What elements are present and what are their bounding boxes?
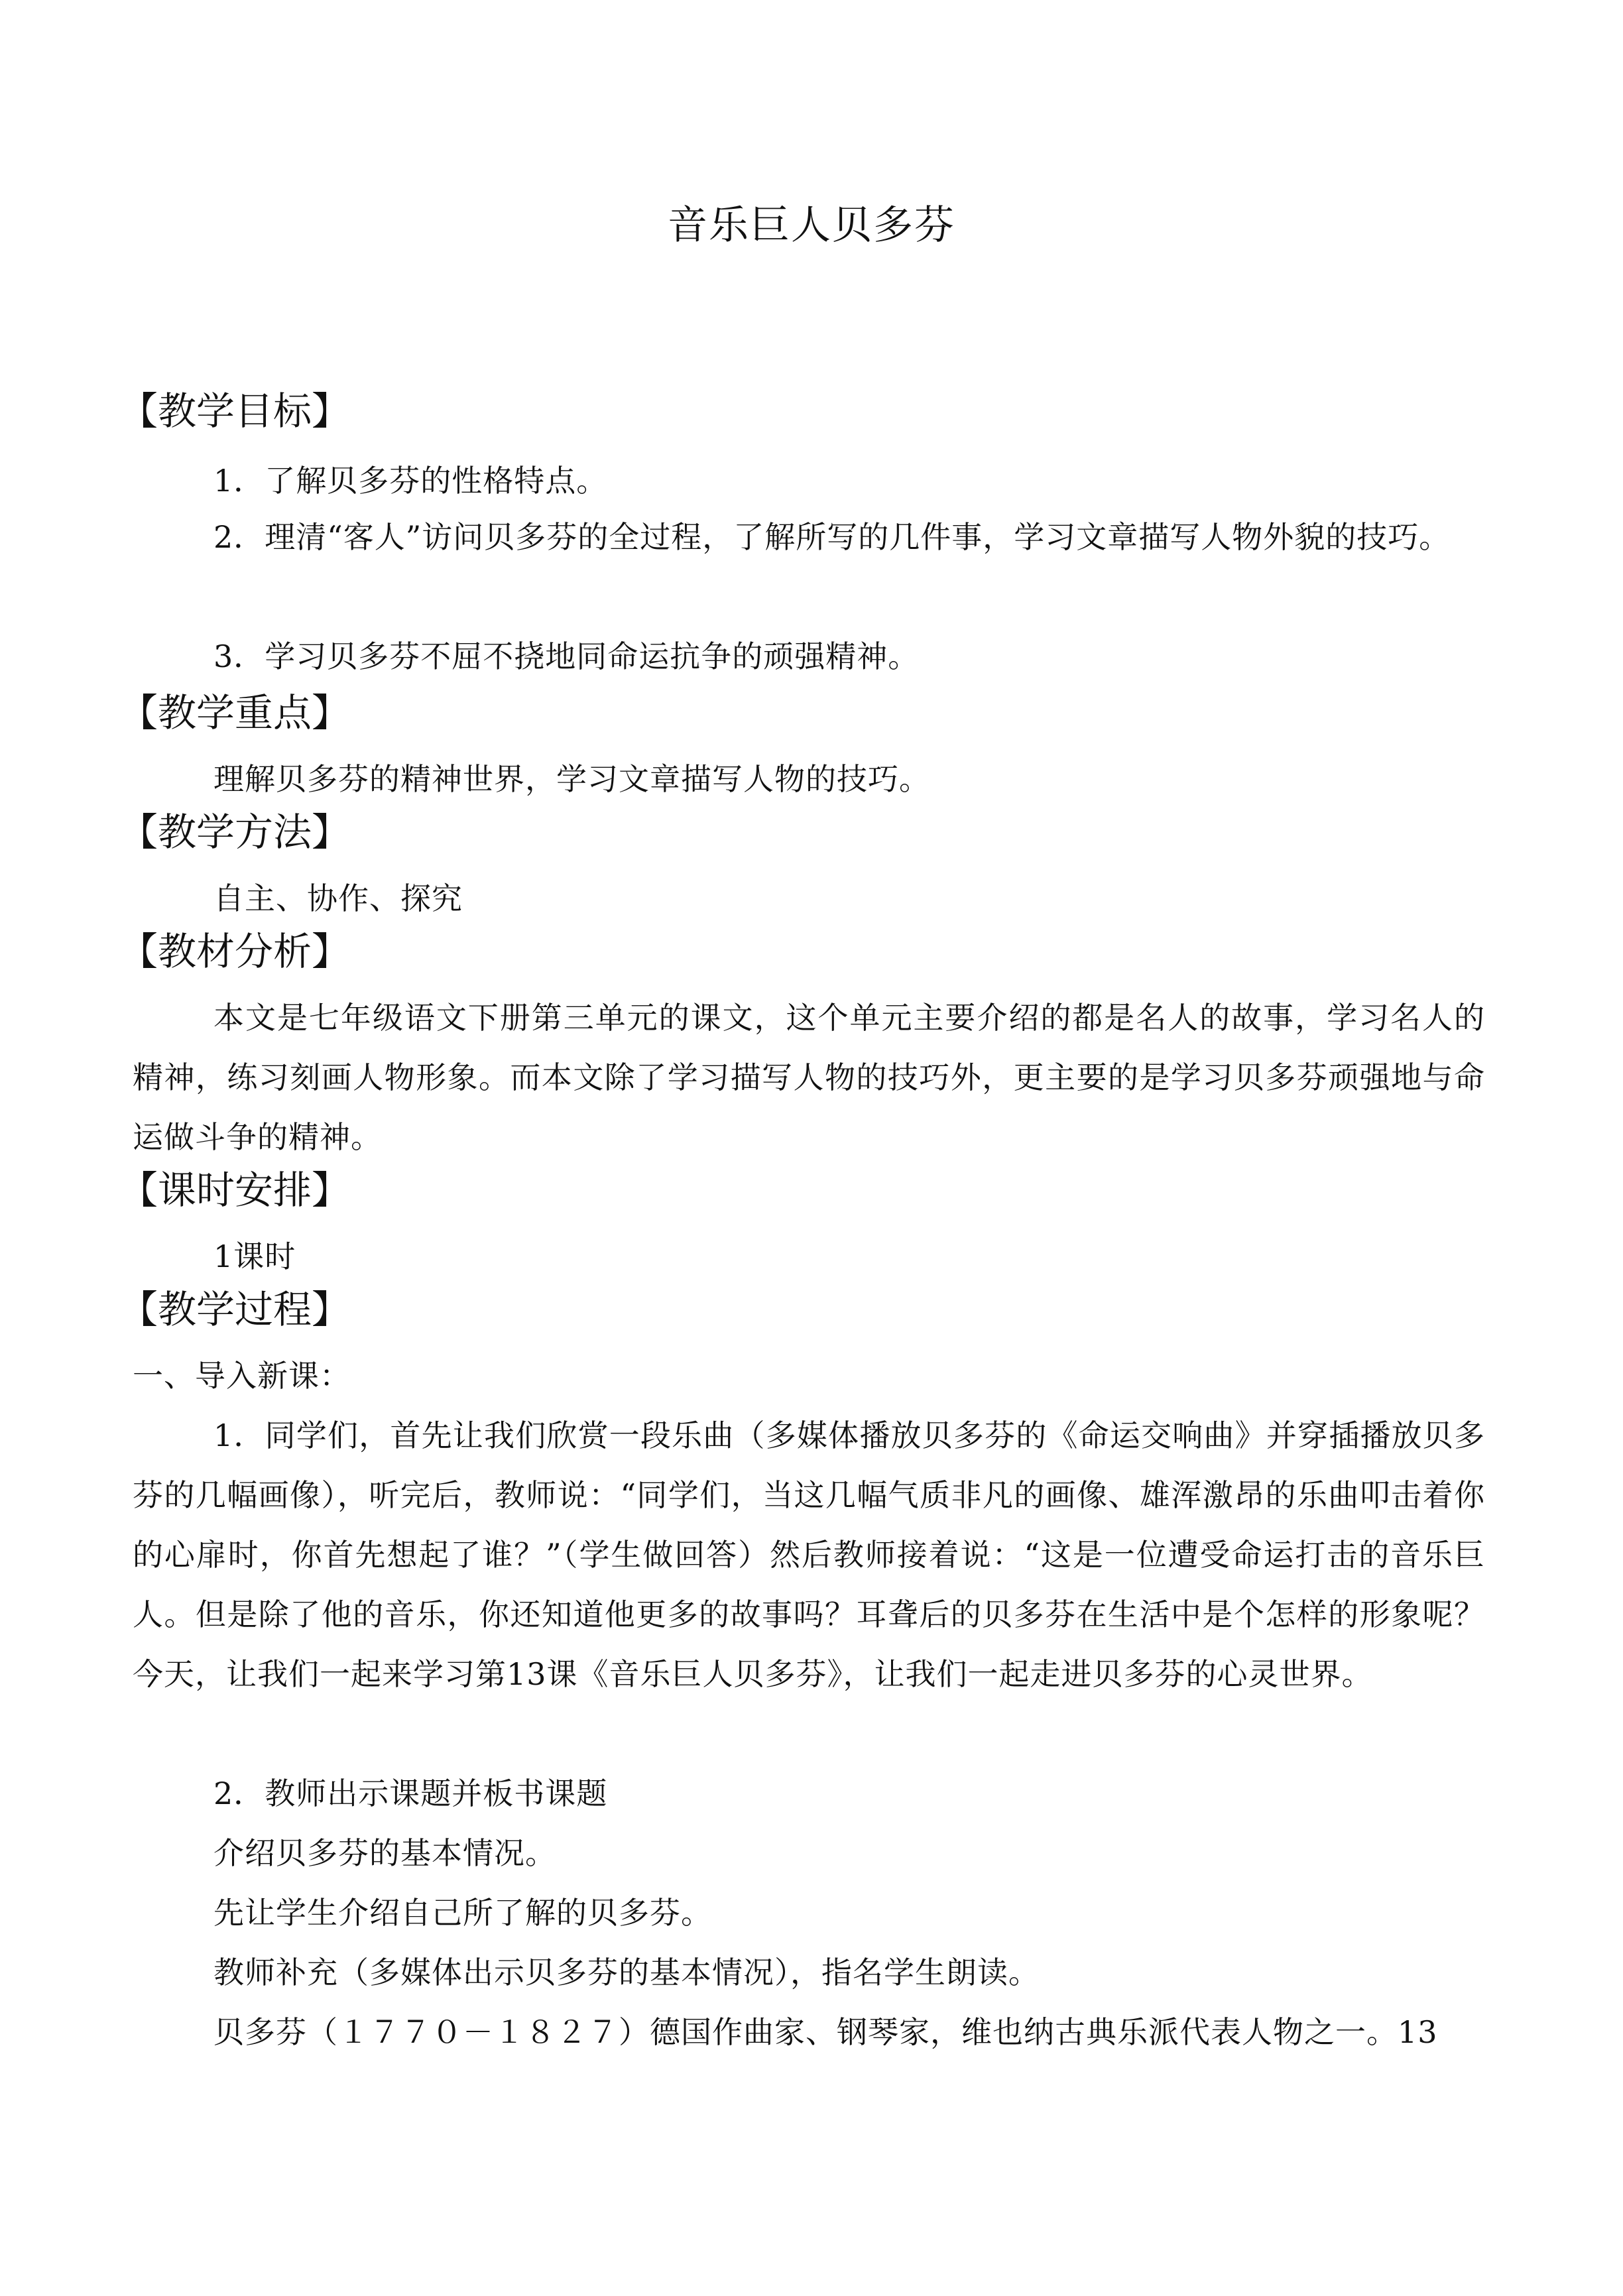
heading-teaching-goals: 【教学目标】 <box>119 389 351 434</box>
page-title: 音乐巨人贝多芬 <box>668 202 955 249</box>
process-subheading: 一、导入新课： <box>133 1358 351 1394</box>
process-paragraph-6: 贝多芬（１７７０－１８２７）德国作曲家、钢琴家，维也纳古典乐派代表人物之一。13 <box>213 2014 1438 2050</box>
process-paragraph-5: 教师补充（多媒体出示贝多芬的基本情况），指名学生朗读。 <box>213 1955 1040 1990</box>
process-paragraph-1: 1．同学们，首先让我们欣赏一段乐曲（多媒体播放贝多芬的《命运交响曲》并穿插播放贝多芬的几幅画像），听完后，教师说：“同学们，当这几幅气质非凡的画像、雄浑激昂的乐曲叩击着你的心扉时，你首先想起了谁？”（学生做回答）然后教师接着说：“这是一位遭受命运打击的音乐巨人。但是除了他的音乐，你还知道他更多的故事吗？耳聋后的贝多芬在生活中是个怎样的形象呢？今天，让我们一起来学习第13课《音乐巨人贝多芬》，让我们一起走进贝多芬的心灵世界。 <box>133 1418 1485 1692</box>
process-paragraph-3: 介绍贝多芬的基本情况。 <box>213 1835 556 1871</box>
heading-teaching-method: 【教学方法】 <box>119 810 351 855</box>
goal-item-1: 1．了解贝多芬的性格特点。 <box>213 463 608 499</box>
analysis-text: 本文是七年级语文下册第三单元的课文，这个单元主要介绍的都是名人的故事，学习名人的精神，练习刻画人物形象。而本文除了学习描写人物的技巧外，更主要的是学习贝多芬顽强地与命运做斗争的精神。 <box>133 1000 1485 1155</box>
schedule-text: 1课时 <box>213 1239 296 1274</box>
heading-material-analysis: 【教材分析】 <box>119 929 351 974</box>
heading-class-schedule: 【课时安排】 <box>119 1168 351 1213</box>
goal-item-2: 2．理清“客人”访问贝多芬的全过程，了解所写的几件事，学习文章描写人物外貌的技巧。 <box>213 519 1451 555</box>
heading-teaching-process: 【教学过程】 <box>119 1287 351 1332</box>
heading-teaching-focus: 【教学重点】 <box>119 690 351 735</box>
focus-text: 理解贝多芬的精神世界，学习文章描写人物的技巧。 <box>213 761 930 797</box>
process-paragraph-4: 先让学生介绍自己所了解的贝多芬。 <box>213 1895 712 1931</box>
process-paragraph-2: 2．教师出示课题并板书课题 <box>213 1776 608 1811</box>
method-text: 自主、协作、探究 <box>213 880 463 916</box>
goal-item-3: 3．学习贝多芬不屈不挠地同命运抗争的顽强精神。 <box>213 638 920 674</box>
